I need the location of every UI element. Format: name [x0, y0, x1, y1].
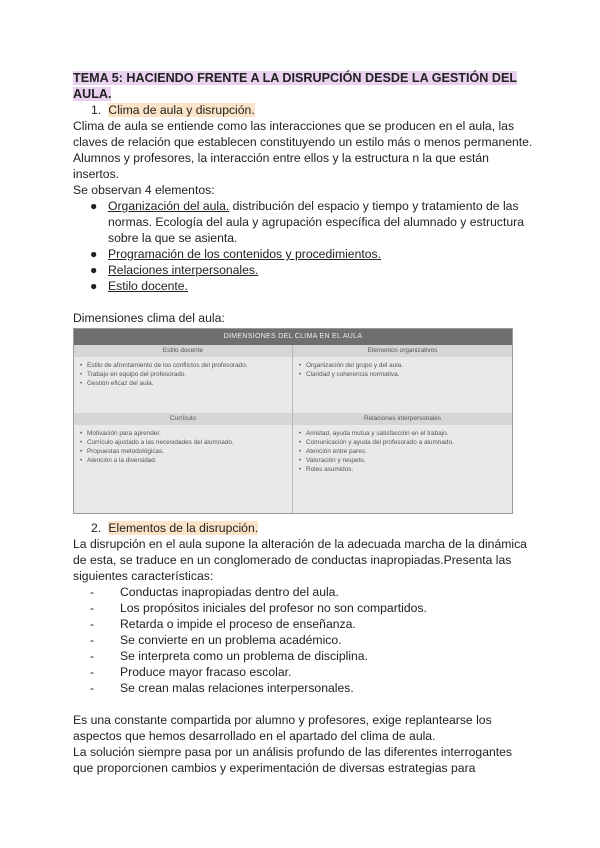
dimensions-table-image [73, 328, 513, 514]
list-item: - Se interpreta como un problema de disciplina. [90, 649, 368, 663]
list-item: ● Programación de los contenidos y procedimientos. [90, 247, 382, 261]
dash-icon: - [90, 601, 95, 615]
section-heading-2: 2. Elementos de la disrupción. [91, 521, 259, 535]
table-cell-elementos-organizativos: Elementos organizativos • Organización del grupo y del aula. • Claridad y coherencia normativa. [293, 345, 512, 413]
table-cell-estilo-docente: Estilo docente • Estilo de afrontamiento de los conflictos del profesorado. • Trabajo en equipo del profesorado. • Gestión eficaz del aula. [74, 345, 293, 413]
section-heading-1-label: Clima de aula y disrupción. [108, 103, 255, 117]
table-cell-relaciones-interpersonales: Relaciones interpersonales • Amistad, ayuda mutua y satisfacción en el trabajo. • Comunicación y ayuda del profesorado a alumnado. • Atención entre pares. • Valoración y respeto. • Roles asumidos. [293, 413, 512, 513]
list-item: - Se crean malas relaciones interpersonales. [90, 681, 354, 695]
list-item: - Conductas inapropiadas dentro del aula. [90, 585, 339, 599]
list-item: - Retarda o impide el proceso de enseñanza. [90, 617, 356, 631]
table-header: DIMENSIONES DEL CLIMA EN EL AULA [74, 329, 512, 345]
characteristics-list [73, 584, 535, 696]
paragraph-solucion: La solución siempre pasa por un análisis profundo de las diferentes interrogantes que proporcionen cambios y experimentación de diversas estrategias para [73, 745, 513, 775]
list-item: - Los propósitos iniciales del profesor no son compartidos. [90, 601, 427, 615]
document-title: TEMA 5: HACIENDO FRENTE A LA DISRUPCIÓN DESDE LA GESTIÓN DEL AULA. [73, 71, 518, 101]
elements-list [73, 198, 535, 294]
list-item: ● Relaciones interpersonales. [90, 263, 259, 277]
paragraph-clima: Clima de aula se entiende como las interacciones que se producen en el aula, las claves de relación que establecen constituyendo un estilo más o menos permanente. Alumnos y profesores, la interacción entre ellos y la estructura n la que están insertos. [73, 119, 533, 181]
list-item: - Se convierte en un problema académico. [90, 633, 342, 647]
document-page [73, 70, 535, 776]
dash-icon: - [90, 617, 95, 631]
section-heading-1: 1. Clima de aula y disrupción. [91, 103, 255, 117]
bullet-icon: ● [90, 247, 98, 261]
paragraph-elementos-intro: Se observan 4 elementos: [73, 183, 215, 197]
bullet-icon: ● [90, 199, 98, 213]
dash-icon: - [90, 665, 95, 679]
section-heading-2-label: Elementos de la disrupción. [108, 521, 259, 535]
dash-icon: - [90, 649, 95, 663]
table-cell-curriculo: Currículo • Motivación para aprender. • Currículo ajustado a las necesidades del alumnado. • Propuestas metodológicas. • Atención a la diversidad. [74, 413, 293, 513]
paragraph-disrupcion: La disrupción en el aula supone la alteración de la adecuada marcha de la dinámica de esta, se traduce en un conglomerado de conductas inapropiadas.Presenta las siguientes características: [73, 537, 527, 583]
list-item: ● Estilo docente. [90, 279, 188, 293]
bullet-icon: ● [90, 263, 98, 277]
dash-icon: - [90, 681, 95, 695]
dash-icon: - [90, 633, 95, 647]
paragraph-constante: Es una constante compartida por alumno y profesores, exige replantearse los aspectos que hemos desarrollado en el apartado del clima de aula. [73, 713, 492, 743]
bullet-icon: ● [90, 279, 98, 293]
dash-icon: - [90, 585, 95, 599]
list-item: ● Organización del aula. distribución del espacio y tiempo y tratamiento de las normas. Ecología del aula y agrupación específica del alumnado y estructura sobre la que se asienta. [90, 199, 524, 245]
list-item: - Produce mayor fracaso escolar. [90, 665, 292, 679]
dimensions-label: Dimensiones clima del aula: [73, 311, 225, 325]
